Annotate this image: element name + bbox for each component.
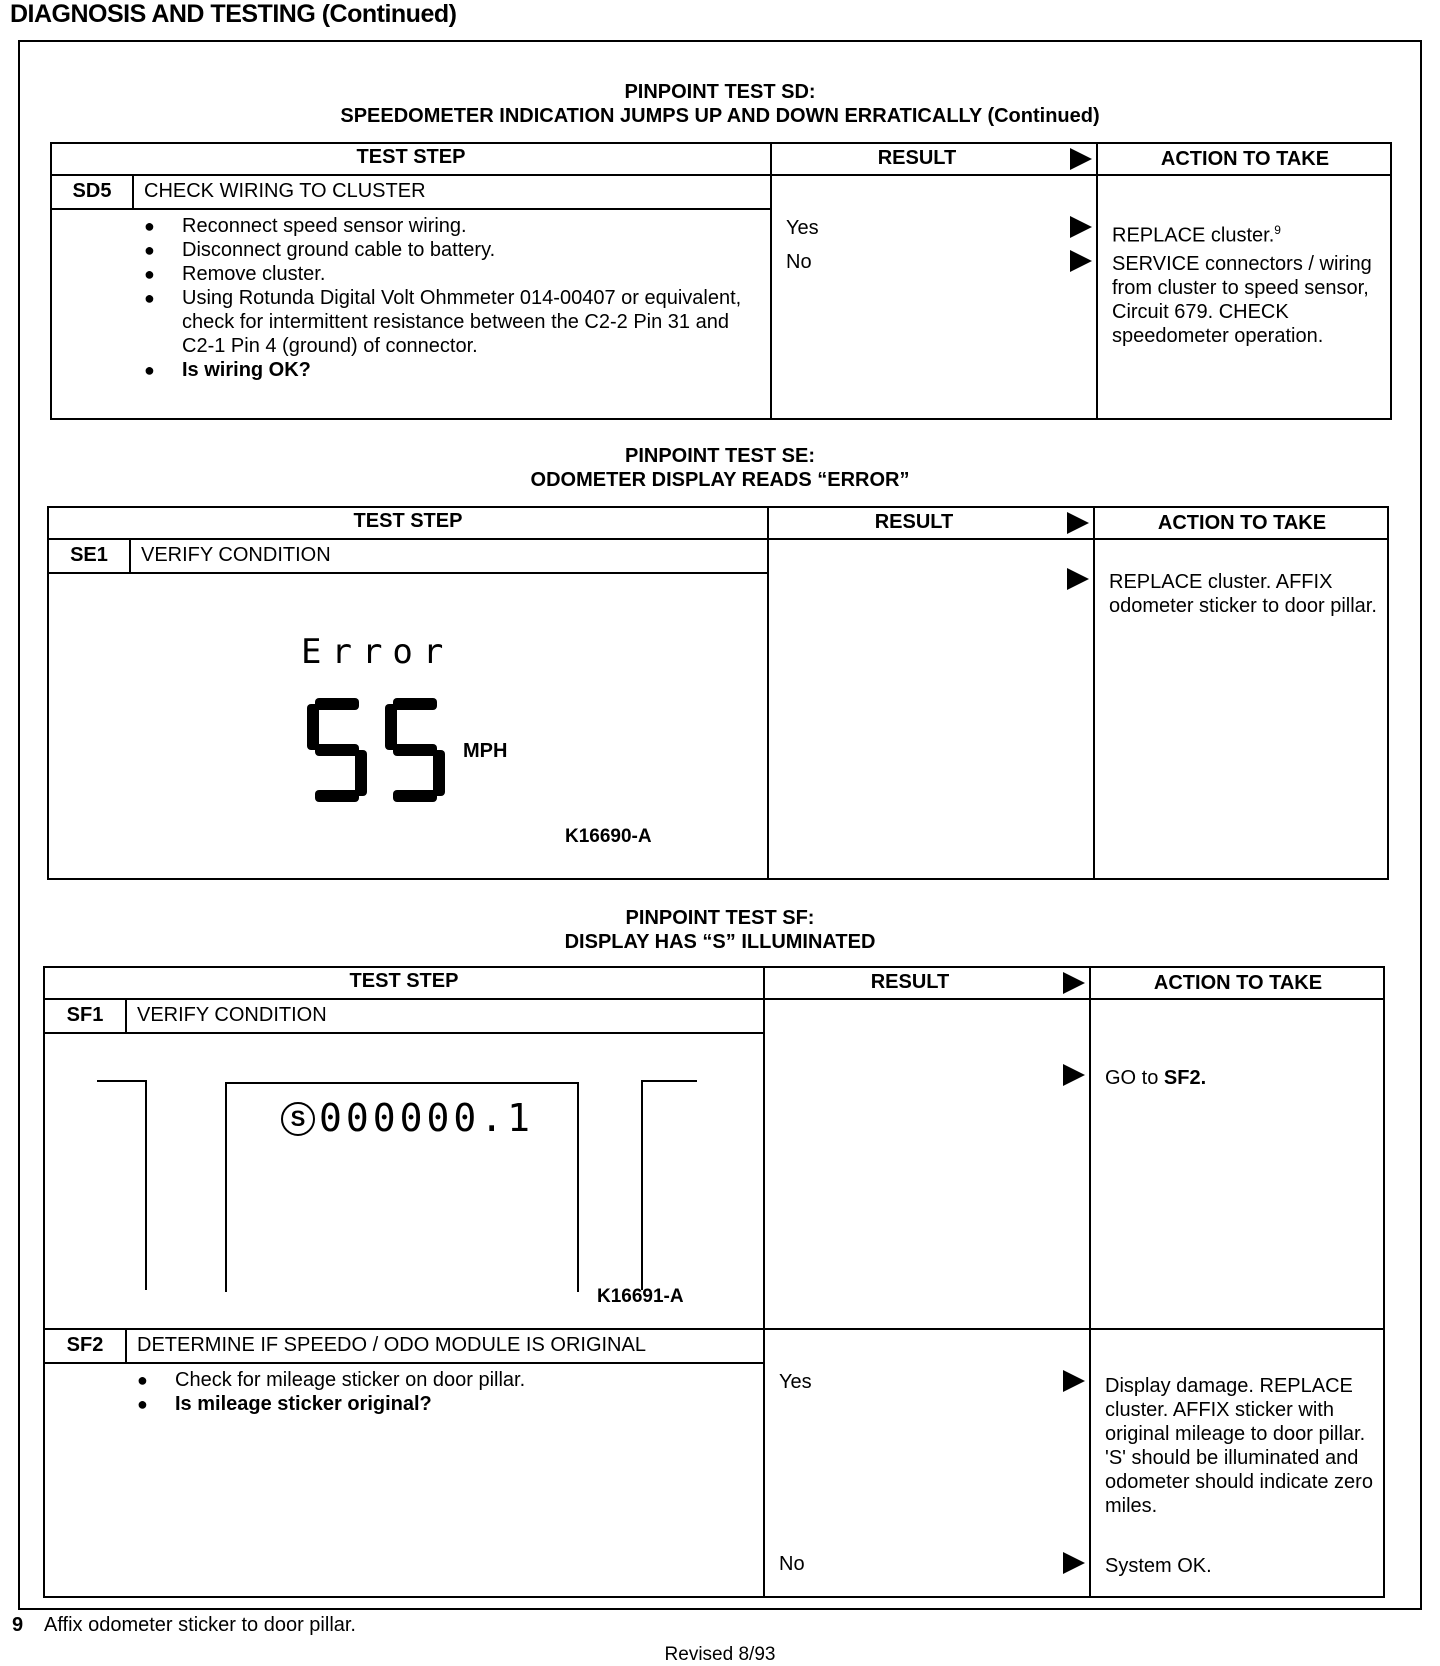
odometer-s-indicator-icon: S xyxy=(281,1102,315,1136)
column-header-result: RESULT xyxy=(877,147,957,169)
sf2-result-no: No xyxy=(779,1553,805,1575)
test-se-title xyxy=(0,444,1440,492)
figure-id-k16691: K16691-A xyxy=(597,1286,684,1307)
sf2-result-yes: Yes xyxy=(779,1371,812,1393)
step-id-sf1: SF1 xyxy=(66,1004,104,1026)
column-header-result: RESULT xyxy=(874,511,954,533)
footnote-ref: 9 xyxy=(1274,223,1281,237)
list-item: ● Reconnect speed sensor wiring. xyxy=(144,214,744,238)
lcd-error-text: Error xyxy=(301,632,454,672)
footnote xyxy=(12,1614,356,1637)
sd5-result-yes: Yes xyxy=(786,217,819,239)
lcd-unit-label: MPH xyxy=(463,740,508,762)
figure-id-k16690: K16690-A xyxy=(565,826,652,847)
sf1-action-prefix: GO to xyxy=(1105,1067,1164,1089)
test-sf-title xyxy=(0,906,1440,954)
test-sf-table xyxy=(43,966,1385,1598)
se1-action: REPLACE cluster. AFFIX odometer sticker to door pillar. xyxy=(1109,571,1377,617)
step-title-sf2: DETERMINE IF SPEEDO / ODO MODULE IS ORIGINAL xyxy=(137,1334,646,1356)
lcd-speed-digits xyxy=(307,698,457,808)
column-header-action: ACTION TO TAKE xyxy=(1157,512,1327,534)
step-title-sf1: VERIFY CONDITION xyxy=(137,1004,327,1026)
arrow-icon xyxy=(1067,512,1089,534)
list-item: ● Remove cluster. xyxy=(144,262,744,286)
step-title-sd5: CHECK WIRING TO CLUSTER xyxy=(144,180,426,202)
sd5-action-yes xyxy=(1112,218,1281,248)
arrow-icon xyxy=(1063,972,1085,994)
step-title-se1: VERIFY CONDITION xyxy=(141,544,331,566)
test-se-table xyxy=(47,506,1389,880)
column-header-action: ACTION TO TAKE xyxy=(1153,972,1323,994)
footnote-text: Affix odometer sticker to door pillar. xyxy=(44,1614,356,1636)
column-header-action: ACTION TO TAKE xyxy=(1160,148,1330,170)
test-sf-title-line1: PINPOINT TEST SF: xyxy=(625,907,815,929)
test-sf-title-line2: DISPLAY HAS “S” ILLUMINATED xyxy=(564,931,876,953)
footnote-number: 9 xyxy=(12,1614,24,1636)
sd5-action-no: SERVICE connectors / wiring from cluster to speed sensor, Circuit 679. CHECK speedometer operation. xyxy=(1112,253,1372,347)
test-sd-title-line2: SPEEDOMETER INDICATION JUMPS UP AND DOWN ERRATICALLY (Continued) xyxy=(340,105,1100,127)
sf2-action-yes: Display damage. REPLACE cluster. AFFIX sticker with original mileage to door pillar. 'S' should be illuminated and odometer should indicate zero miles. xyxy=(1105,1375,1373,1517)
step-id-se1: SE1 xyxy=(70,544,108,566)
test-se-title-line2: ODOMETER DISPLAY READS “ERROR” xyxy=(530,469,910,491)
list-item: ● Is mileage sticker original? xyxy=(137,1392,737,1416)
sd5-bullet-list xyxy=(144,214,744,382)
column-header-test-step: TEST STEP xyxy=(353,510,463,532)
arrow-icon xyxy=(1063,1064,1085,1086)
arrow-icon xyxy=(1070,250,1092,272)
test-sd-title xyxy=(0,80,1440,128)
sf2-bullet-list xyxy=(137,1368,737,1416)
sf1-action xyxy=(1105,1066,1206,1090)
column-header-test-step: TEST STEP xyxy=(356,146,466,168)
page-heading: DIAGNOSIS AND TESTING (Continued) xyxy=(10,0,457,28)
column-header-test-step: TEST STEP xyxy=(349,970,459,992)
sd5-action-yes-text: REPLACE cluster. xyxy=(1112,224,1275,247)
arrow-icon xyxy=(1070,216,1092,238)
step-id-sd5: SD5 xyxy=(72,180,112,202)
arrow-icon xyxy=(1070,148,1092,170)
test-sd-title-line1: PINPOINT TEST SD: xyxy=(624,81,816,103)
column-header-result: RESULT xyxy=(870,971,950,993)
sf2-action-no: System OK. xyxy=(1105,1555,1212,1577)
odometer-reading: 000000.1 xyxy=(319,1096,535,1140)
step-id-sf2: SF2 xyxy=(66,1334,104,1356)
list-item: ● Disconnect ground cable to battery. xyxy=(144,238,744,262)
arrow-icon xyxy=(1063,1370,1085,1392)
sd5-result-no: No xyxy=(786,251,812,273)
list-item: ● Check for mileage sticker on door pillar. xyxy=(137,1368,737,1392)
list-item: ● Using Rotunda Digital Volt Ohmmeter 014-00407 or equivalent, check for intermittent resistance between the C2-2 Pin 31 and C2-1 Pin 4 (ground) of connector. xyxy=(144,286,744,358)
page-footer: Revised 8/93 xyxy=(664,1644,776,1665)
sf1-action-target: SF2. xyxy=(1163,1067,1207,1089)
arrow-icon xyxy=(1067,568,1089,590)
list-item: ● Is wiring OK? xyxy=(144,358,744,382)
test-sd-table xyxy=(50,142,1392,420)
arrow-icon xyxy=(1063,1552,1085,1574)
test-se-title-line1: PINPOINT TEST SE: xyxy=(624,445,816,467)
cluster-illustration xyxy=(45,1032,761,1328)
